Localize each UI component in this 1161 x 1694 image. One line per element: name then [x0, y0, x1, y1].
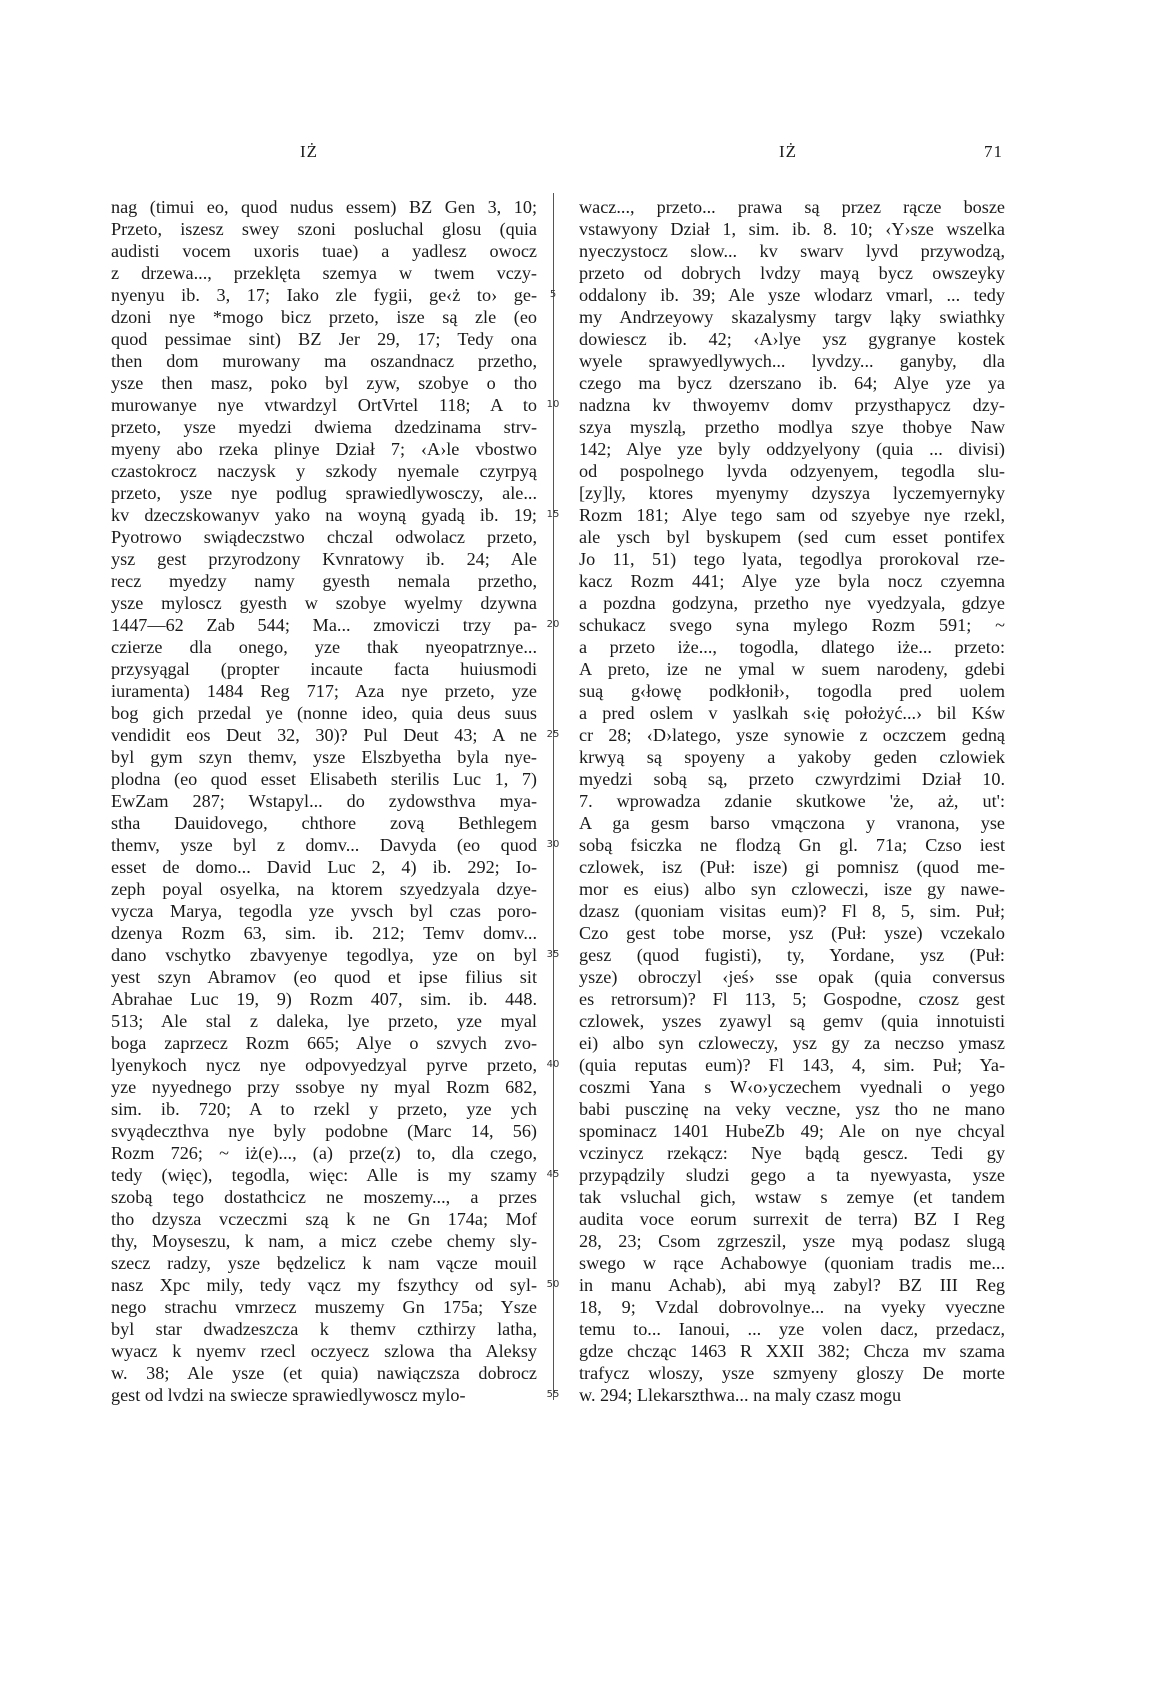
text-line: audita voce eorum surrexit de terra) BZ I Reg	[579, 1209, 1005, 1229]
text-line: cr 28; ‹D›latego, ysze synowie z oczczem gedną	[579, 725, 1005, 745]
text-line: przysyągal (propter incaute facta huiusmodi	[111, 659, 537, 679]
text-line: trafycz wloszy, ysze szmyeny gloszy De morte	[579, 1363, 1005, 1383]
text-line: dowiescz ib. 42; ‹A›lye ysz gygranye kostek	[579, 329, 1005, 349]
text-line: nego strachu vmrzecz muszemy Gn 175a; Ysze	[111, 1297, 537, 1317]
text-line: 28, 23; Csom zgrzeszil, ysze myą podasz slugą	[579, 1231, 1005, 1251]
text-line: szecz radzy, ysze będzelicz k nam vącze mouil	[111, 1253, 537, 1273]
text-line: ale ysch byl byskupem (sed cum esset pontifex	[579, 527, 1005, 547]
text-line: ysze myloscz gyesth w szobye wyelmy dzywna	[111, 593, 537, 613]
text-line: a pozdna godzyna, przetho nye vyedzyala, gdzye	[579, 593, 1005, 613]
text-line: yest szyn Abramov (eo quod et ipse filius sit	[111, 967, 537, 987]
line-number: 20	[546, 619, 560, 630]
header-right-title: IŻ	[779, 142, 798, 161]
text-line: gest od lvdzi na swiecze sprawiedlywoscz mylo-	[111, 1385, 466, 1405]
text-line: czego ma bycz dzerszano ib. 64; Alye yze ya	[579, 373, 1005, 393]
text-line: nadzna kv thwoyemv domv przysthapycz dzy-	[579, 395, 1005, 415]
text-line: sobą fsiczka ne flodzą Gn gl. 71a; Czso iest	[579, 835, 1005, 855]
text-line: Czo gest tobe morse, ysz (Puł: ysze) vczekalo	[579, 923, 1005, 943]
line-number: 5	[549, 289, 557, 300]
text-line: audisti vocem uxoris tuae) a yadlesz owocz	[111, 241, 537, 261]
text-line: thy, Moyseszu, k nam, a micz czebe chemy sly-	[111, 1231, 537, 1251]
right-text-column	[579, 196, 1005, 1406]
text-line: gesz (quod fugisti), ty, Yordane, ysz (Puł:	[579, 945, 1005, 965]
text-line: myedzi sobą są, przeto czwyrdzimi Dział 10.	[579, 769, 1005, 789]
text-line: przeto, ysze myedzi dwiema dzedzinama strv-	[111, 417, 537, 437]
text-line: szya myszlą, przetho modlya szye thobye Naw	[579, 417, 1005, 437]
text-line: Pyotrowo swiądeczstwo chczal odwolacz przeto,	[111, 527, 537, 547]
text-line: przeto, ysze nye podlug sprawiedlywosczy, ale...	[111, 483, 537, 503]
line-number: 55	[546, 1389, 560, 1400]
text-line: Rozm 726; ~ iż(e)..., (a) prze(z) to, dla czego,	[111, 1143, 537, 1163]
text-line: tedy (więc), tegodla, więc: Alle is my szamy	[111, 1165, 537, 1185]
text-line: czierze dla onego, yze thak nyeopatrznye...	[111, 637, 537, 657]
line-number: 30	[546, 839, 560, 850]
text-line: yze nyyednego przy ssobye ny myal Rozm 682,	[111, 1077, 537, 1097]
text-line: vstawyony Dział 1, sim. ib. 8. 10; ‹Y›sze wszelka	[579, 219, 1005, 239]
text-line: nag (timui eo, quod nudus essem) BZ Gen 3, 10;	[111, 197, 537, 217]
text-line: my Andrzeyowy skazalysmy targv ląky swiathky	[579, 307, 1005, 327]
text-line: krwyą są spoyeny a yakoby geden czlowiek	[579, 747, 1005, 767]
text-line: vczinycz rzekącz: Nye bądą gescz. Tedi gy	[579, 1143, 1005, 1163]
text-line: plodna (eo quod esset Elisabeth sterilis Luc 1, 7)	[111, 769, 537, 789]
text-line: in manu Achab), abi myą zabyl? BZ III Reg	[579, 1275, 1005, 1295]
text-line: mor es eius) albo syn czloweczi, isze gy nawe-	[579, 879, 1005, 899]
text-line: czlowek, yszes zyawyl są gemv (quia innotuisti	[579, 1011, 1005, 1031]
text-line: bog gich przedal ye (nonne ideo, quia deus suus	[111, 703, 537, 723]
text-line: 7. wprowadza zdanie skutkowe 'że, aż, ut':	[579, 791, 1005, 811]
text-line: zeph poyal osyelka, na ktorem szyedzyala dzye-	[111, 879, 537, 899]
column-divider	[553, 193, 554, 1400]
text-line: 18, 9; Vzdal dobrovolnye... na vyeky vyeczne	[579, 1297, 1005, 1317]
header-left-title: IŻ	[300, 142, 319, 161]
text-line: vycza Marya, tegodla yze yvsch byl czas poro-	[111, 901, 537, 921]
text-line: czastokrocz naczysk y szkody nyemale czyrpyą	[111, 461, 537, 481]
text-line: coszmi Yana s W‹o›yczechem vyednali o yego	[579, 1077, 1005, 1097]
text-line: vendidit eos Deut 32, 30)? Pul Deut 43; A ne	[111, 725, 537, 745]
page-number: 71	[984, 142, 1003, 161]
text-line: a przeto iże..., togodla, dlatego iże... przeto:	[579, 637, 1005, 657]
line-number: 15	[546, 509, 560, 520]
text-line: ysze) obroczyl ‹jeś› sse opak (quia conversus	[579, 967, 1005, 987]
text-line: szobą tego dostathcicz ne moszemy..., a przes	[111, 1187, 537, 1207]
text-line: a pred oslem v yaslkah s‹ię położyć...› bil Kśw	[579, 703, 1005, 723]
text-line: EwZam 287; Wstapyl... do zydowsthva mya-	[111, 791, 537, 811]
text-line: byl gym szyn themv, ysze Elszbyetha byla nye-	[111, 747, 537, 767]
text-line: sim. ib. 720; A to rzekl y przeto, yze ych	[111, 1099, 537, 1119]
text-line: w. 38; Ale ysze (et quia) nawiączsza dobrocz	[111, 1363, 537, 1383]
text-line: 142; Alye yze byly oddzyelyony (quia ... divisi)	[579, 439, 1005, 459]
text-line: nyenyu ib. 3, 17; Iako zle fygii, ge‹ż to› ge-	[111, 285, 537, 305]
text-line: quod pessimae sint) BZ Jer 29, 17; Tedy ona	[111, 329, 537, 349]
text-line: byl star dwadzeszcza k themv czthirzy latha,	[111, 1319, 537, 1339]
left-text-column	[111, 196, 537, 1406]
text-line: myeny abo rzeka plinye Dział 7; ‹A›le vbostwo	[111, 439, 537, 459]
text-line: Rozm 181; Alye tego sam od szyebye nye rzekl,	[579, 505, 1005, 525]
line-number: 40	[546, 1059, 560, 1070]
text-line: iuramenta) 1484 Reg 717; Aza nye przeto, yze	[111, 681, 537, 701]
line-number: 25	[546, 729, 560, 740]
text-line: w. 294; Llekarszthwa... na maly czasz mogu	[579, 1385, 902, 1405]
text-line: lyenykoch nycz nye odpovyedzyal pyrve przeto,	[111, 1055, 537, 1075]
text-line: 513; Ale stal z daleka, lye przeto, yze myal	[111, 1011, 537, 1031]
line-number: 50	[546, 1279, 560, 1290]
text-line: kv dzeczskowanyv yako na woyną gyadą ib. 19;	[111, 505, 537, 525]
text-line: suą g‹łowę podkłonił›, togodla pred uolem	[579, 681, 1005, 701]
text-line: wacz..., przeto... prawa są przez rącze bosze	[579, 197, 1005, 217]
text-line: murowanye nye vtwardzyl OrtVrtel 118; A to	[111, 395, 537, 415]
text-line: oddalony ib. 39; Ale ysze wlodarz vmarl, ... tedy	[579, 285, 1005, 305]
text-line: tho dzysza vczeczmi szą k ne Gn 174a; Mof	[111, 1209, 537, 1229]
text-line: czlowek, isz (Puł: isze) gi pomnisz (quod me-	[579, 857, 1005, 877]
line-number: 35	[546, 949, 560, 960]
text-line: 1447—62 Zab 544; Ma... zmoviczi trzy pa-	[111, 615, 537, 635]
text-line: svyądeczthva nye byly podobne (Marc 14, 56)	[111, 1121, 537, 1141]
text-line: stha Dauidovego, chthore zovą Bethlegem	[111, 813, 537, 833]
text-line: ei) albo syn czloweczy, ysz gy za neczso ymasz	[579, 1033, 1005, 1053]
text-line: przeto od dobrych lvdzy mayą bycz owszeyky	[579, 263, 1005, 283]
text-line: (quia reputas eum)? Fl 143, 4, sim. Puł; Ya-	[579, 1055, 1005, 1075]
text-line: swego w rące Achabowye (quoniam tradis me...	[579, 1253, 1005, 1273]
text-line: Jo 11, 51) tego lyata, tegodlya prorokoval rze-	[579, 549, 1005, 569]
text-line: nyeczystocz slow... kv swarv lyvd przywodzą,	[579, 241, 1005, 261]
text-line: od pospolnego lyvda odzyenyem, tegodla slu-	[579, 461, 1005, 481]
text-line: esset de domo... David Luc 2, 4) ib. 292; Io-	[111, 857, 537, 877]
text-line: gdze chcząc 1463 R XXII 382; Chcza mv szama	[579, 1341, 1005, 1361]
text-line: A ga gesm barso vmączona y vranona, yse	[579, 813, 1005, 833]
text-line: wyacz k nyemv rzecl oczyecz szlowa tha Aleksy	[111, 1341, 537, 1361]
text-line: Przeto, iszesz swey szoni posluchal glosu (quia	[111, 219, 537, 239]
text-line: dzoni nye *mogo bicz przeto, isze są zle (eo	[111, 307, 537, 327]
text-line: then dom murowany ma oszandnacz przetho,	[111, 351, 537, 371]
text-line: dzasz (quoniam visitas eum)? Fl 8, 5, sim. Puł;	[579, 901, 1005, 921]
text-line: tak vsluchal gich, wstaw s zemye (et tandem	[579, 1187, 1005, 1207]
text-line: ysze then masz, poko byl zyw, szobye o tho	[111, 373, 537, 393]
text-line: kacz Rozm 441; Alye yze byla nocz czyemna	[579, 571, 1005, 591]
text-line: z drzewa..., przeklęta szemya w twem vczy-	[111, 263, 537, 283]
text-line: A preto, ize ne ymal w suem narodeny, gdebi	[579, 659, 1005, 679]
line-number: 10	[546, 399, 560, 410]
text-line: nasz Xpc mily, tedy vącz my fszythcy od syl-	[111, 1275, 537, 1295]
text-line: dano vschytko zbavyenye tegodlya, yze on byl	[111, 945, 537, 965]
text-line: babi pusczinę na veky veczne, ysz tho ne mano	[579, 1099, 1005, 1119]
line-number: 45	[546, 1169, 560, 1180]
text-line: [zy]ly, ktores myenymy dzyszya lyczemyernyky	[579, 483, 1005, 503]
text-line: boga zaprzecz Rozm 665; Alye o szvych zvo-	[111, 1033, 537, 1053]
text-line: ysz gest przyrodzony Kvnratowy ib. 24; Ale	[111, 549, 537, 569]
text-line: dzenya Rozm 63, sim. ib. 212; Temv domv...	[111, 923, 537, 943]
running-header	[0, 142, 1161, 166]
text-line: przypądzily sludzi gego a ta nyewyasta, ysze	[579, 1165, 1005, 1185]
text-line: themv, ysze byl z domv... Davyda (eo quod	[111, 835, 537, 855]
text-line: wyele sprawyedlywych... lyvdzy... ganyby, dla	[579, 351, 1005, 371]
text-line: Abrahae Luc 19, 9) Rozm 407, sim. ib. 448.	[111, 989, 537, 1009]
text-line: recz myedzy namy gyesth nemala przetho,	[111, 571, 537, 591]
text-line: spominacz 1401 HubeZb 49; Ale on nye chcyal	[579, 1121, 1005, 1141]
text-line: temu to... Ianoui, ... yze volen dacz, przedacz,	[579, 1319, 1005, 1339]
text-line: es retrorsum)? Fl 113, 5; Gospodne, czosz gest	[579, 989, 1005, 1009]
text-line: schukacz svego syna mylego Rozm 591; ~	[579, 615, 1005, 635]
